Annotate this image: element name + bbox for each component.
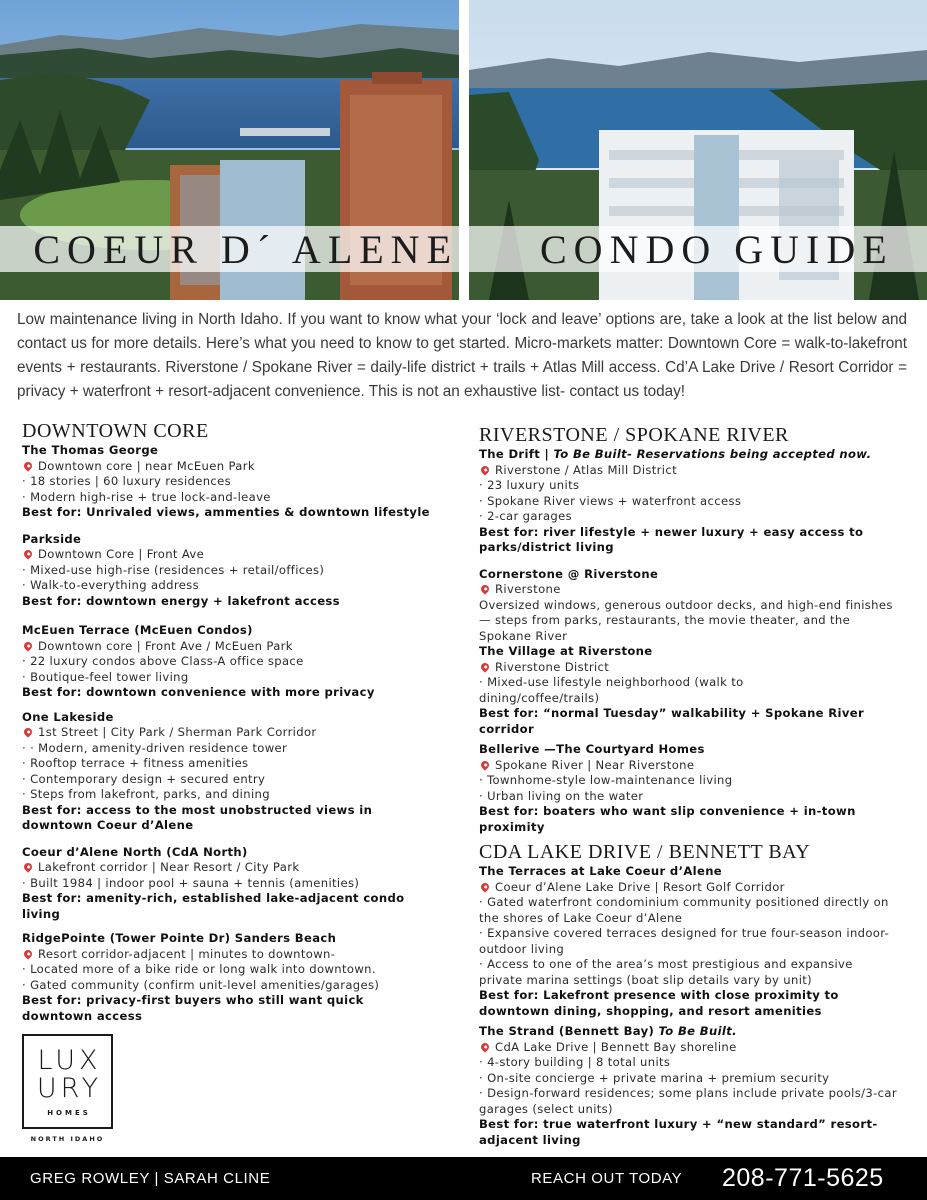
location-pin-icon (22, 726, 33, 737)
listing-name: One Lakeside (22, 709, 114, 724)
listing-location: Lakefront corridor | Near Resort / City Park (22, 860, 452, 876)
logo-region: NORTH IDAHO (30, 1135, 105, 1143)
listing-best-for: Best for: Unrivaled views, ammenties & downtown lifestyle (22, 505, 430, 519)
listing-detail: · 18 stories | 60 luxury residences (22, 474, 231, 488)
listing-name: The Thomas George (22, 443, 159, 457)
listing-location: 1st Street | City Park / Sherman Park Corridor (22, 725, 452, 741)
listing-ridgepointe (22, 931, 452, 1024)
title-band (0, 226, 927, 272)
location-pin-icon (22, 548, 33, 559)
listing-detail: · Mixed-use lifestyle neighborhood (walk to dining/coffee/trails) (479, 675, 744, 705)
listing-name: The Terraces at Lake Coeur d’Alene (479, 864, 723, 878)
logo-line-2: URY (36, 1072, 103, 1104)
listing-location: Spokane River | Near Riverstone (479, 758, 899, 774)
listing-mceuen-terrace (22, 623, 452, 701)
listing-name: Cornerstone @ Riverstone (479, 566, 659, 581)
title-right: CONDO GUIDE (540, 226, 894, 272)
listing-location: Riverstone District (479, 660, 899, 676)
location-pin-icon (479, 661, 490, 672)
listing-detail: · Built 1984 | indoor pool + sauna + tennis (amenities) (22, 875, 360, 890)
listing-name: Coeur d’Alene North (CdA North) (22, 844, 248, 859)
listing-detail: · Gated community (confirm unit-level amenities/garages) (22, 977, 380, 992)
listing-the-strand (479, 1024, 899, 1148)
listing-detail: · 4-story building | 8 total units (479, 1055, 671, 1069)
listing-detail: · On-site concierge + private marina + premium security (479, 1070, 830, 1085)
location-pin-icon (479, 759, 490, 770)
listing-location: Riverstone (479, 582, 899, 598)
footer-bar (0, 1157, 927, 1200)
listing-best-for: Best for: true waterfront luxury + “new standard” resort-adjacent living (479, 1117, 878, 1147)
listing-detail: · Located more of a bike ride or long walk into downtown. (22, 962, 376, 976)
location-pin-icon (479, 464, 490, 475)
listing-best-for: Best for: “normal Tuesday” walkability + Spokane River corridor (479, 706, 865, 736)
listing-name: The Strand (Bennett Bay) To Be Built. (479, 1024, 737, 1038)
listing-detail: · Modern high-rise + true lock-and-leave (22, 489, 271, 504)
location-pin-icon (479, 881, 490, 892)
listing-location: Coeur d’Alene Lake Drive | Resort Golf Corridor (479, 880, 899, 896)
section-title-riverstone: RIVERSTONE / SPOKANE RIVER (479, 424, 789, 446)
reach-out-label: REACH OUT TODAY (531, 1170, 683, 1187)
hero-banner (0, 0, 927, 300)
listing-name: The Village at Riverstone (479, 644, 653, 658)
listing-parkside (22, 532, 452, 610)
listing-location: Downtown Core | Front Ave (22, 547, 452, 563)
section-title-downtown: DOWNTOWN CORE (22, 420, 209, 442)
listing-the-drift (479, 447, 899, 556)
listing-detail: · Design-forward residences; some plans include private pools/3-car garages (select units) (479, 1086, 897, 1116)
phone-number[interactable]: 208-771-5625 (722, 1164, 884, 1192)
listing-name: The Drift | To Be Built- Reservations being accepted now. (479, 447, 872, 461)
listing-name: Parkside (22, 531, 82, 546)
listing-best-for: Best for: downtown convenience with more privacy (22, 685, 375, 699)
listing-detail: · Steps from lakefront, parks, and dining (22, 787, 270, 801)
listing-name: McEuen Terrace (McEuen Condos) (22, 623, 253, 637)
listing-name: Bellerive —The Courtyard Homes (479, 742, 705, 756)
agent-names: GREG ROWLEY | SARAH CLINE (30, 1170, 271, 1187)
location-pin-icon (22, 460, 33, 471)
location-pin-icon (479, 1041, 490, 1052)
listing-location: Resort corridor-adjacent | minutes to downtown- (22, 947, 452, 963)
listing-detail: · 22 luxury condos above Class-A office space (22, 654, 304, 668)
listing-detail: · Boutique-feel tower living (22, 669, 189, 684)
listing-detail: Oversized windows, generous outdoor decks, and high-end finishes — steps from parks, restaurants, the movie theater, and the Spokane River (479, 597, 893, 643)
listing-detail: · Expansive covered terraces designed for true four-season indoor-outdoor living (479, 926, 890, 956)
listing-village-riverstone (479, 644, 899, 737)
listing-one-lakeside (22, 710, 452, 834)
listing-location: CdA Lake Drive | Bennett Bay shoreline (479, 1040, 899, 1056)
listing-detail: · Townhome-style low-maintenance living (479, 773, 733, 787)
listing-name: RidgePointe (Tower Pointe Dr) Sanders Beach (22, 931, 337, 945)
listing-detail: · Rooftop terrace + fitness amenities (22, 756, 249, 770)
listing-detail: · Walk-to-everything address (22, 578, 199, 592)
listing-detail: · 2-car garages (479, 509, 572, 523)
location-pin-icon (22, 861, 33, 872)
listing-cda-north (22, 845, 452, 923)
left-column (22, 419, 452, 1024)
listing-detail: · Urban living on the water (479, 788, 644, 803)
logo-homes: HOMES (47, 1108, 91, 1117)
listing-bellerive (479, 742, 899, 835)
listing-location: Riverstone / Atlas Mill District (479, 463, 899, 479)
listing-best-for: Best for: access to the most unobstructed views in downtown Coeur d’Alene (22, 802, 373, 832)
listing-detail: · 23 luxury units (479, 478, 580, 492)
listing-cornerstone (479, 567, 899, 645)
logo-line-1: LUX (37, 1044, 102, 1076)
listing-detail: · Gated waterfront condominium community positioned directly on the shores of Lake Coeur d’Alene (479, 895, 889, 925)
listing-name-note: To Be Built- Reservations being accepted now. (553, 447, 872, 461)
title-left: COEUR D´ ALENE (33, 226, 458, 272)
listing-terraces (479, 864, 899, 1019)
intro-paragraph: Low maintenance living in North Idaho. If you want to know what your ‘lock and leave’ options are, take a look at the list below and contact us for more details. Here’s what you need to know to get started. Micro-markets matter: Downtown Core = walk-to-lakefront events + restaurants. Riverstone / Spokane River = daily-life district + trails + Atlas Mill access. Cd’A Lake Drive / Resort Corridor = privacy + waterfront + resort-adjacent convenience. This is not an exhaustive list- contact us today! (17, 311, 907, 400)
section-title-lake-drive: CDA LAKE DRIVE / BENNETT BAY (479, 841, 811, 863)
listing-best-for: Best for: Lakefront presence with close proximity to downtown dining, shopping, and resort amenities (479, 988, 839, 1018)
listing-best-for: Best for: downtown energy + lakefront access (22, 593, 340, 608)
listing-detail: · · Modern, amenity-driven residence tower (22, 740, 288, 755)
location-pin-icon (22, 640, 33, 651)
listing-location: Downtown core | Front Ave / McEuen Park (22, 639, 452, 655)
listing-best-for: Best for: privacy-first buyers who still want quick downtown access (22, 993, 364, 1023)
location-pin-icon (22, 948, 33, 959)
location-pin-icon (479, 583, 490, 594)
listing-thomas-george (22, 443, 452, 521)
luxury-homes-logo (22, 1034, 113, 1129)
listing-location: Downtown core | near McEuen Park (22, 459, 452, 475)
listing-best-for: Best for: boaters who want slip convenience + in-town proximity (479, 804, 856, 834)
listing-detail: · Access to one of the area’s most prestigious and expansive private marina settings (boat slip details vary by unit) (479, 957, 853, 987)
right-column (479, 423, 899, 1148)
listing-detail: · Contemporary design + secured entry (22, 771, 266, 786)
listing-detail: · Mixed-use high-rise (residences + retail/offices) (22, 562, 325, 577)
listing-best-for: Best for: river lifestyle + newer luxury + easy access to parks/district living (479, 524, 864, 554)
listing-best-for: Best for: amenity-rich, established lake-adjacent condo living (22, 891, 405, 921)
listing-name-note: To Be Built. (658, 1024, 737, 1038)
listing-detail: · Spokane River views + waterfront access (479, 493, 742, 508)
